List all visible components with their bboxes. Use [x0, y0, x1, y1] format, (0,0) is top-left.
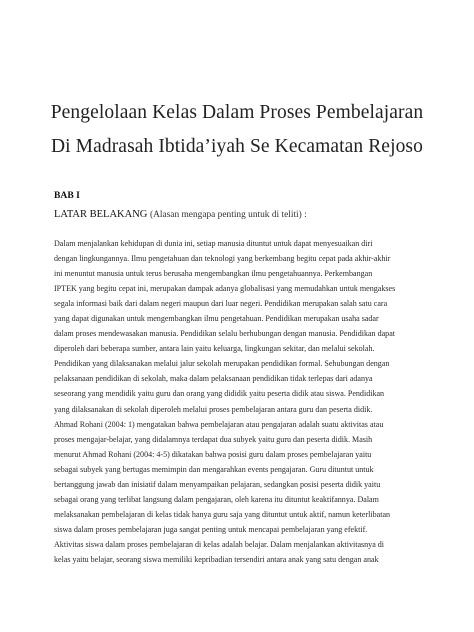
- body-line: ini menuntut manusia untuk terus berusaha mengembangkan ilmu pengetahuannya. Perkembangan: [54, 269, 373, 279]
- body-line: sebagai orang yang terlibat langsung dalam pengajaran, oleh karena itu dituntut keaktifannya. Dalam: [54, 494, 379, 504]
- body-line: kelas yaitu belajar, seorang siswa memiliki kepribadian tersendiri antara anak yang satu dengan anak: [54, 554, 379, 564]
- body-line: bertanggung jawab dan inisiatif dalam menyampaikan pelajaran, sedangkan posisi peserta didik yaitu: [54, 479, 381, 489]
- body-line: Ahmad Rohani (2004: 1) mengatakan bahwa pembelajaran atau pengajaran adalah suatu aktivitas atau: [54, 419, 384, 429]
- section-heading-label: LATAR BELAKANG: [54, 209, 148, 220]
- body-line: dalam proses mendewasakan manusia. Pendidikan selalu berhubungan dengan manusia. Pendidikan dapat: [54, 329, 396, 339]
- body-line: seseorang yang mendidik yaitu guru dan orang yang dididik yaitu peserta didik atau siswa. Pendidikan: [54, 389, 385, 399]
- document-title: [0, 96, 474, 164]
- body-line: dengan lingkungannya. Ilmu pengetahuan dan teknologi yang berkembang begitu cepat pada akhir-akhir: [54, 254, 391, 264]
- body-line: menurut Ahmad Rohani (2004: 4-5) dikatakan bahwa posisi guru dalam proses pembelajaran yaitu: [54, 449, 372, 459]
- body-line: Pendidikan yang dilaksanakan melalui jalur sekolah merupakan pendidikan formal. Sehubungan dengan: [54, 359, 390, 369]
- body-paragraph: [54, 236, 434, 567]
- chapter-heading: BAB I: [54, 190, 80, 201]
- section-heading: [54, 209, 307, 220]
- body-line: proses mengajar-belajar, yang didalamnya terdapat dua subyek yaitu guru dan peserta didik. Masih: [54, 434, 373, 444]
- body-line: siswa dalam proses pembelajaran juga sangat penting untuk mencapai pembelajaran yang efektif.: [54, 524, 368, 534]
- body-line: diperoleh dari beberapa sumber, antara lain yaitu keluarga, lingkungan sekitar, dan melalui sekolah.: [54, 344, 375, 354]
- body-line: pelaksanaan pendidikan di sekolah, maka dalam pelaksanaan pendidikan tidak terlepas dari adanya: [54, 374, 373, 384]
- body-line: Dalam menjalankan kehidupan di dunia ini, setiap manusia dituntut untuk dapat menyesuaikan diri: [54, 239, 373, 248]
- body-line: Aktivitas siswa dalam proses pembelajaran di kelas adalah belajar. Dalam menjalankan aktivitasnya di: [54, 539, 385, 549]
- title-line-2: Di Madrasah Ibtida’iyah Se Kecamatan Rejoso: [51, 136, 423, 157]
- body-line: sebagai subyek yang bertugas memimpin dan mengarahkan events pengajaran. Guru dituntut untuk: [54, 464, 374, 474]
- body-line: yang dapat digunakan untuk mengembangkan ilmu pengetahuan. Pendidikan merupakan usaha sadar: [54, 314, 379, 324]
- body-line: yang dilaksanakan di sekolah diperoleh melalui proses pembelajaran antara guru dan peserta didik.: [54, 404, 373, 414]
- section-heading-subtitle: (Alasan mengapa penting untuk di teliti) :: [150, 210, 307, 220]
- body-line: segala informasi baik dari dalam negeri maupun dari luar negeri. Pendidikan merupakan salah satu cara: [54, 299, 388, 309]
- title-line-1: Pengelolaan Kelas Dalam Proses Pembelajaran: [50, 102, 424, 123]
- body-line: melaksanakan pembelajaran di kelas tidak hanya guru saja yang dituntut untuk aktif, namun keterlibatan: [54, 509, 391, 519]
- body-line: IPTEK yang begitu cepat ini, merupakan dampak adanya globalisasi yang memudahkan untuk mengakses: [54, 284, 396, 294]
